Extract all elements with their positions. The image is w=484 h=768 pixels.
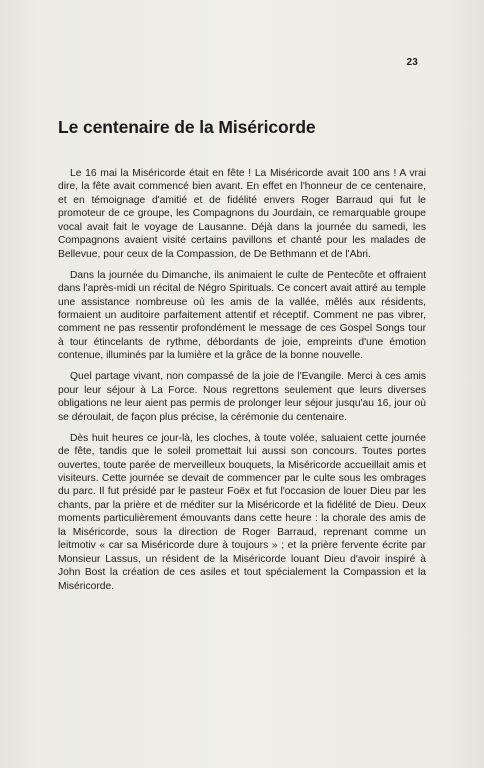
- article-body: [58, 167, 426, 601]
- paragraph-2: Dans la journée du Dimanche, ils animaient le culte de Pentecôte et offraient dans l'après-midi un récital de Négro Spirituals. Ce concert avait attiré au temple une assistance nombreuse où les amis de la vallée, mêlés aux résidents, formaient un auditoire parfaitement attentif et réceptif. Comment ne pas vibrer, comment ne pas ressentir profondément le message de ces Gospel Songs tour à tour étincelants de rythme, débordants de joie, empreints d'une émotion contenue, illuminés par la lumière et la grâce de la bonne nouvelle.: [58, 269, 426, 362]
- paragraph-1: Le 16 mai la Miséricorde était en fête ! La Miséricorde avait 100 ans ! A vrai dire, la fête avait commencé bien avant. En effet en l'honneur de ce centenaire, et en témoignage d'amitié et de fidélité envers Roger Barraud qui fut le promoteur de ce groupe, les Compagnons du Jourdain, ce remarquable groupe vocal avait fait le voyage de Lausanne. Déjà dans la journée du samedi, les Compagnons avaient visité certains pavillons et chanté pour les malades de Bellevue, pour ceux de la Compassion, de De Bethmann et de l'Abri.: [58, 168, 426, 260]
- paragraph-4: Dès huit heures ce jour-là, les cloches, à toute volée, saluaient cette journée de fête, tandis que le soleil promettait lui aussi son concours. Toutes portes ouvertes, toute parée de merveilleux bouquets, la Miséricorde accueillait amis et visiteurs. Cette journée se devait de commencer par le culte sous les ombrages du parc. Il fut présidé par le pasteur Foëx et fut l'occasion de louer Dieu par les chants, par la prière et de méditer sur la Miséricorde et la fidélité de Dieu. Deux moments particulièrement émouvants dans cette heure : la chorale des amis de la Miséricorde, sous la direction de Roger Barraud, reprenant comme un leitmotiv « car sa Miséricorde dure à toujours » ; et la prière fervente écrite par Monsieur Lassus, un résident de la Miséricorde louant Dieu d'avoir inspiré à John Bost la création de ces asiles et tout spécialement la Compassion et la Miséricorde.: [58, 432, 426, 592]
- paragraph-3: Quel partage vivant, non compassé de la joie de l'Evangile. Merci à ces amis pour leur séjour à La Force. Nous regrettons seulement que leurs diverses obligations ne leur aient pas permis de prolonger leur séjour jusqu'au 16, jour où se déroulait, de façon plus précise, la cérémonie du centenaire.: [58, 371, 426, 423]
- page-number: 23: [406, 57, 418, 68]
- article-title: Le centenaire de la Miséricorde: [58, 117, 316, 137]
